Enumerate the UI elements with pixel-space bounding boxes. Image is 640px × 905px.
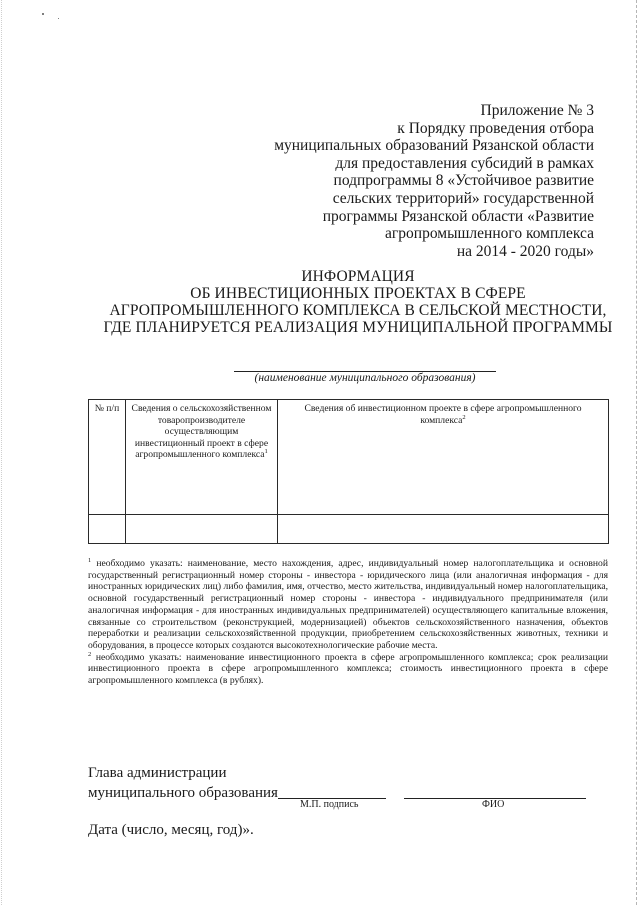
footnotes [88,558,608,687]
appendix-line: Приложение № 3 [480,102,594,119]
table-cell[interactable] [278,515,609,544]
appendix-line: для предоставления субсидий в рамках [335,154,594,172]
title-line: АГРОПРОМЫШЛЕННОГО КОМПЛЕКСА В СЕЛЬСКОЙ МЕСТНОСТИ, [109,302,607,319]
full-name-caption: ФИО [482,799,505,810]
table-cell[interactable] [126,515,278,544]
footnote-ref-2: 2 [462,413,466,421]
scan-speck [42,13,44,15]
footnote-1 [88,558,608,652]
appendix-line: сельских территорий» государственной [332,189,594,207]
footnote-mark-1: 1 [88,556,92,564]
signature-block [88,763,278,803]
footnote-1-text: необходимо указать: наименование, место нахождения, адрес, индивидуальный номер налогоплательщика и основной государственный регистрационный номер стороны - инвестора - юридического лица (или аналогичная информация - для иностранных юридических лиц) либо фамилия, имя, отчество, место жительства, индивидуальный номер налогоплательщика, основной государственный регистрационный номер стороны - инвестора - индивидуального предпринимателя (или аналогичная информация - для иностранных индивидуальных предпринимателей) осуществляющего капитальные вложения, связанные со строительством (реконструкцией, модернизацией) объектов сельскохозяйственного назначения, объектов переработки и реализации сельскохозяйственной продукции, приобретением сельскохозяйственных животных, техники и оборудования, в процессе которых создаются высокотехнологические рабочие места. [88,558,608,651]
date-label: Дата (число, месяц, год)». [88,822,254,838]
appendix-line: агропромышленного комплекса [385,225,594,243]
seal-signature-caption: М.П. подпись [300,799,359,810]
scan-edge-left [1,0,3,905]
title-line: ИНФОРМАЦИЯ [301,268,415,285]
header-project [278,400,609,515]
appendix-line: на 2014 - 2020 годы» [456,242,594,260]
appendix-line: к Порядку проведения отбора [397,119,594,137]
appendix-line: программы Рязанской области «Развитие [322,207,594,225]
header-producer [126,400,278,515]
footnote-ref-1: 1 [264,448,268,456]
appendix-line: подпрограммы 8 «Устойчивое развитие [333,172,594,190]
header-producer-label: Сведения о сельскохозяйственном товаропроизводителе осуществляющим инвестиционный проект в сфере агропромышленного комплекса [131,403,272,461]
appendix-header [254,102,594,260]
scan-edge-right [635,0,637,905]
document-title [98,268,618,336]
header-number [89,400,126,515]
appendix-line: муниципальных образований Рязанской области [274,137,594,155]
signature-title-line1: Глава администрации [88,765,227,781]
table-header-row [89,400,609,515]
title-line: ОБ ИНВЕСТИЦИОННЫХ ПРОЕКТАХ В СФЕРЕ [190,285,526,302]
footnote-2 [88,652,608,687]
footnote-mark-2: 2 [88,650,92,658]
table-row [89,515,609,544]
scan-speck [58,18,59,19]
title-line: ГДЕ ПЛАНИРУЕТСЯ РЕАЛИЗАЦИЯ МУНИЦИПАЛЬНОЙ ПРОГРАММЫ [103,319,613,336]
footnote-2-text: необходимо указать: наименование инвестиционного проекта в сфере агропромышленного комплекса; срок реализации инвестиционного проекта в сфере агропромышленного комплекса; стоимость инвестиционного проекта в сфере агропромышленного комплекса (в рублях). [88,651,608,687]
header-project-label: Сведения об инвестиционном проекте в сфере агропромышленного комплекса [304,403,582,426]
signature-title-line2: муниципального образования [88,785,278,801]
investment-table [88,399,609,544]
table-cell[interactable] [89,515,126,544]
municipality-caption: (наименование муниципального образования) [254,372,476,384]
header-number-label: № п/п [94,403,120,414]
